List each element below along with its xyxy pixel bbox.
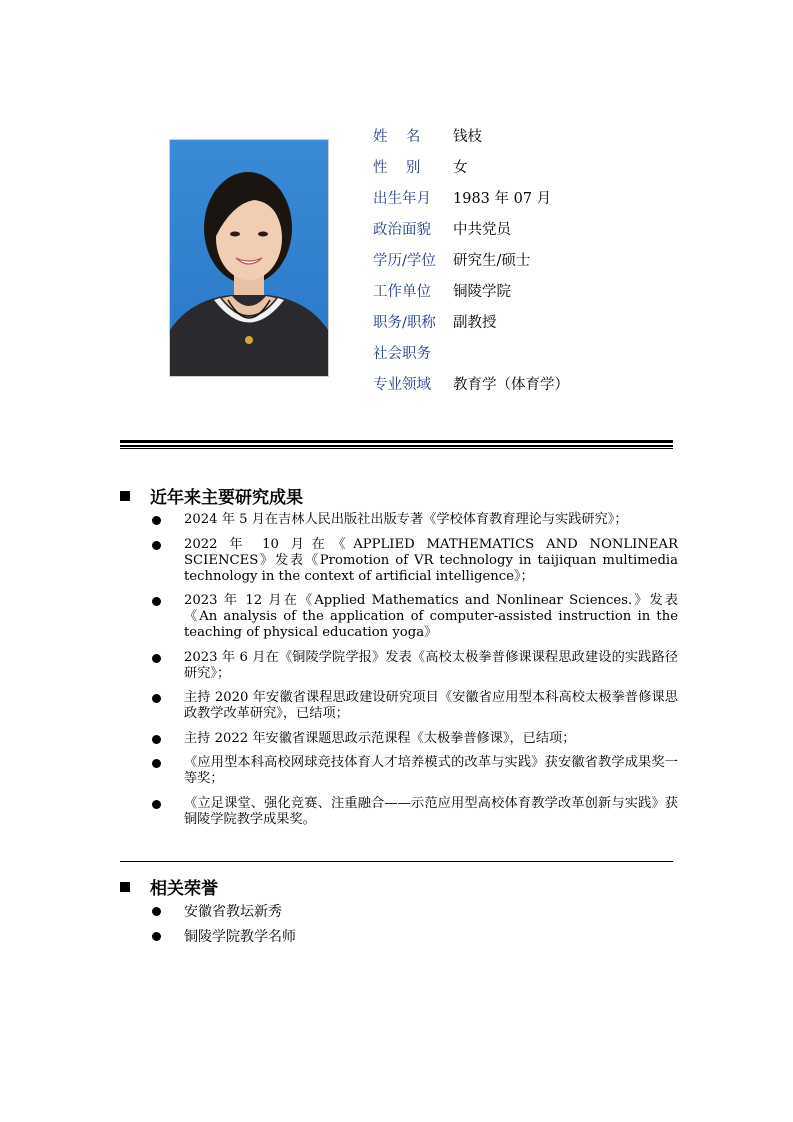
info-row-social xyxy=(373,337,733,368)
info-label: 政治面貌 xyxy=(373,222,431,238)
info-row-degree xyxy=(373,244,733,275)
list-item-text: 2024 年 5 月在吉林人民出版社出版专著《学校体育教育理论与实践研究》； xyxy=(184,512,628,527)
bullet-icon xyxy=(152,800,161,809)
list-item xyxy=(152,537,678,585)
info-label: 性 别 xyxy=(373,160,421,176)
list-item-text: 《立足课堂、强化竞赛、注重融合——示范应用型高校体育教学改革创新与实践》获铜陵学院教学成果奖。 xyxy=(184,795,678,827)
info-label: 职务/职称 xyxy=(373,315,436,331)
bullet-icon xyxy=(152,516,161,525)
list-item-text: 2022 年 10 月在《APPLIED MATHEMATICS AND NONLINEAR SCIENCES》发表《Promotion of VR technology in taijiquan multimedia technology in the context of artificial intelligence》； xyxy=(184,536,678,584)
info-row-political xyxy=(373,213,733,244)
profile-photo xyxy=(169,139,329,377)
bullet-icon xyxy=(152,597,161,606)
list-item xyxy=(152,796,678,828)
info-row-employer xyxy=(373,275,733,306)
info-value: 女 xyxy=(453,160,468,176)
list-item-text: 铜陵学院教学名师 xyxy=(184,929,296,945)
section-divider xyxy=(120,440,673,449)
research-title: 近年来主要研究成果 xyxy=(150,488,303,508)
list-item xyxy=(152,731,678,747)
list-item-text: 2023 年 6 月在《铜陵学院学报》发表《高校太极拳普修课课程思政建设的实践路径研究》； xyxy=(184,649,678,681)
list-item xyxy=(152,903,678,921)
section-divider-thin xyxy=(120,861,673,862)
info-value: 钱枝 xyxy=(453,129,482,145)
bullet-icon xyxy=(152,694,161,703)
info-label: 工作单位 xyxy=(373,284,431,300)
list-item-text: 安徽省教坛新秀 xyxy=(184,904,282,920)
honors-heading xyxy=(120,874,218,899)
info-value: 教育学（体育学） xyxy=(453,377,569,393)
honors-list xyxy=(152,903,678,953)
info-value: 中共党员 xyxy=(453,222,511,238)
honors-title: 相关荣誉 xyxy=(150,879,218,899)
portrait-image xyxy=(170,140,328,376)
info-row-gender xyxy=(373,151,733,182)
square-bullet-icon xyxy=(120,491,130,501)
info-label: 专业领域 xyxy=(373,377,431,393)
list-item xyxy=(152,650,678,682)
list-item xyxy=(152,928,678,946)
list-item xyxy=(152,593,678,641)
list-item-text: 2023 年 12 月在《Applied Mathematics and Nonlinear Sciences.》发表《An analysis of the application of computer-assisted instruction in the teaching of physical education yoga》 xyxy=(184,593,678,640)
research-heading xyxy=(120,483,303,508)
list-item xyxy=(152,512,678,528)
bullet-icon xyxy=(152,541,161,550)
info-row-field xyxy=(373,368,733,399)
info-row-title xyxy=(373,306,733,337)
info-label: 社会职务 xyxy=(373,346,431,362)
bullet-icon xyxy=(152,932,161,941)
research-list xyxy=(152,512,678,836)
info-row-name xyxy=(373,120,733,151)
bullet-icon xyxy=(152,759,161,768)
info-label: 学历/学位 xyxy=(373,253,436,269)
list-item-text: 《应用型本科高校网球竞技体育人才培养模式的改革与实践》获安徽省教学成果奖一等奖； xyxy=(184,755,678,786)
profile-info xyxy=(373,120,733,399)
info-label: 出生年月 xyxy=(373,191,431,207)
info-row-birth xyxy=(373,182,733,213)
info-value: 铜陵学院 xyxy=(453,284,511,300)
info-value: 研究生/硕士 xyxy=(453,253,531,269)
bullet-icon xyxy=(152,735,161,744)
list-item xyxy=(152,755,678,787)
list-item xyxy=(152,690,678,722)
square-bullet-icon xyxy=(120,882,130,892)
list-item-text: 主持 2022 年安徽省课题思政示范课程《太极拳普修课》，已结项； xyxy=(184,730,576,746)
info-value: 1983 年 07 月 xyxy=(453,191,552,207)
list-item-text: 主持 2020 年安徽省课程思政建设研究项目《安徽省应用型本科高校太极拳普修课思政教学改革研究》，已结项； xyxy=(184,690,678,721)
bullet-icon xyxy=(152,654,161,663)
bullet-icon xyxy=(152,907,161,916)
info-value: 副教授 xyxy=(453,315,497,331)
info-label: 姓 名 xyxy=(373,129,421,145)
